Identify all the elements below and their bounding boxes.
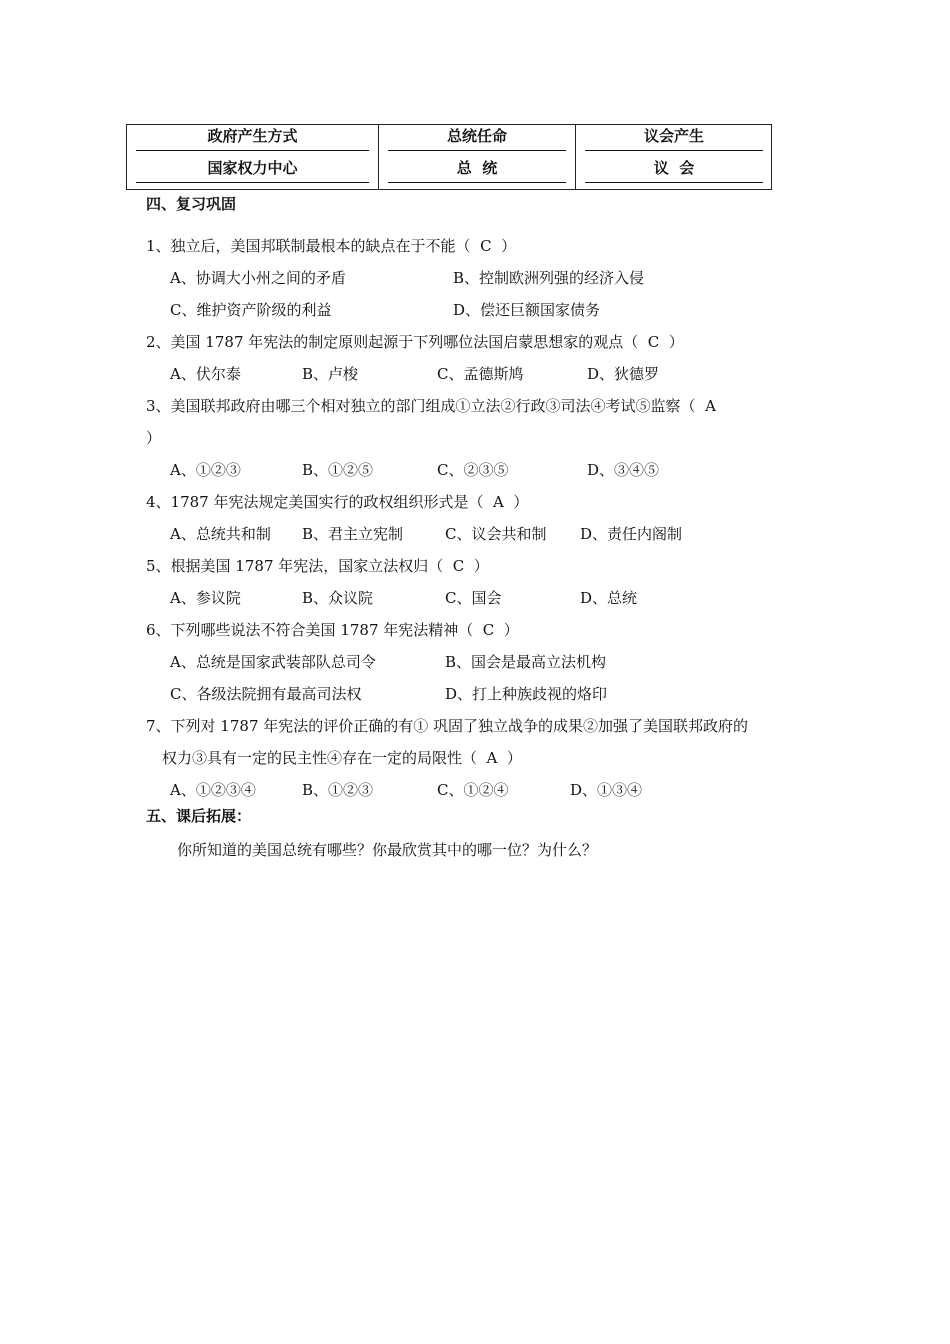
question-stem-continued: ） <box>146 429 162 447</box>
answer-option: D、责任内阁制 <box>580 525 683 543</box>
answer-option: B、卢梭 <box>302 365 359 383</box>
question-stem-continued: 权力③具有一定的民主性④存在一定的局限性（ A ） <box>162 749 522 767</box>
answer-option: D、③④⑤ <box>587 461 660 479</box>
table-divider <box>378 125 379 189</box>
table-cell: 总 统 <box>388 157 566 183</box>
answer-option: A、伏尔泰 <box>170 365 241 383</box>
answer-option: D、①③④ <box>570 781 643 799</box>
answer-option: B、君主立宪制 <box>302 525 404 543</box>
answer-option: D、打上种族歧视的烙印 <box>445 685 608 703</box>
answer-option: A、总统共和制 <box>170 525 271 543</box>
section-heading: 四、复习巩固 <box>146 195 237 213</box>
answer-option: A、①②③ <box>170 461 241 479</box>
answer-option: B、控制欧洲列强的经济入侵 <box>453 269 645 287</box>
question-stem: 1、独立后，美国邦联制最根本的缺点在于不能（ C ） <box>146 237 517 255</box>
extension-question: 你所知道的美国总统有哪些？你最欣赏其中的哪一位？为什么？ <box>177 841 598 859</box>
answer-option: D、总统 <box>580 589 638 607</box>
answer-option: A、总统是国家武装部队总司令 <box>170 653 376 671</box>
table-divider <box>575 125 576 189</box>
answer-option: C、议会共和制 <box>445 525 547 543</box>
table-cell: 国家权力中心 <box>136 157 369 183</box>
question-stem: 3、美国联邦政府由哪三个相对独立的部门组成①立法②行政③司法④考试⑤监察（ A <box>146 397 716 415</box>
question-stem: 2、美国 1787 年宪法的制定原则起源于下列哪位法国启蒙思想家的观点（ C ） <box>146 333 684 351</box>
question-stem: 4、1787 年宪法规定美国实行的政权组织形式是（ A ） <box>146 493 529 511</box>
table-cell: 总统任命 <box>388 125 566 151</box>
comparison-table <box>126 124 772 190</box>
answer-option: B、①②③ <box>302 781 374 799</box>
answer-option: D、偿还巨额国家债务 <box>453 301 601 319</box>
answer-option: A、参议院 <box>170 589 241 607</box>
answer-option: C、孟德斯鸠 <box>437 365 524 383</box>
table-cell: 议会产生 <box>585 125 763 151</box>
answer-option: B、众议院 <box>302 589 374 607</box>
answer-option: B、①②⑤ <box>302 461 374 479</box>
answer-option: C、②③⑤ <box>437 461 509 479</box>
table-cell: 政府产生方式 <box>136 125 369 151</box>
answer-option: C、维护资产阶级的利益 <box>170 301 332 319</box>
table-cell: 议 会 <box>585 157 763 183</box>
question-stem: 7、下列对 1787 年宪法的评价正确的有① 巩固了独立战争的成果②加强了美国联邦政府的 <box>146 717 749 735</box>
answer-option: A、①②③④ <box>170 781 256 799</box>
section-heading: 五、课后拓展： <box>146 807 252 825</box>
answer-option: A、协调大小州之间的矛盾 <box>170 269 346 287</box>
answer-option: C、各级法院拥有最高司法权 <box>170 685 362 703</box>
answer-option: B、国会是最高立法机构 <box>445 653 607 671</box>
answer-option: C、国会 <box>445 589 502 607</box>
answer-option: C、①②④ <box>437 781 509 799</box>
answer-option: D、狄德罗 <box>587 365 660 383</box>
question-stem: 5、根据美国 1787 年宪法，国家立法权归（ C ） <box>146 557 489 575</box>
question-stem: 6、下列哪些说法不符合美国 1787 年宪法精神（ C ） <box>146 621 519 639</box>
